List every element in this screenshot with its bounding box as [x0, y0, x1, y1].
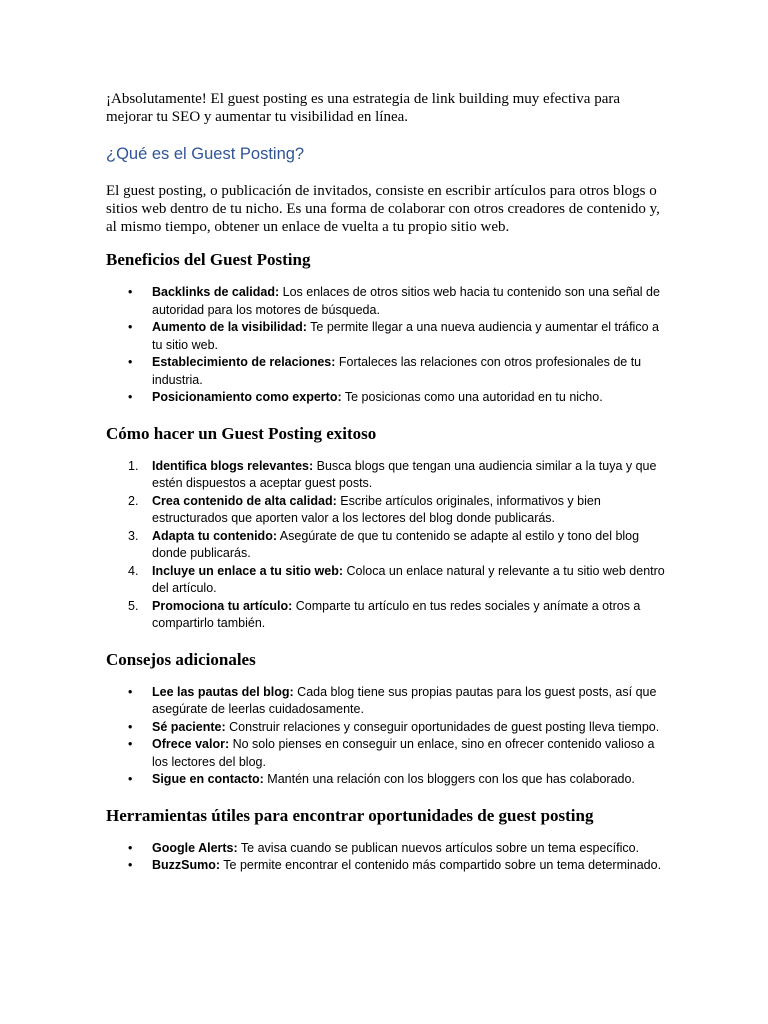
list-item — [106, 857, 666, 875]
list-item — [106, 458, 666, 493]
document-body — [106, 90, 666, 875]
item-text: Te avisa cuando se publican nuevos artículos sobre un tema específico. — [237, 840, 640, 855]
steps-list — [106, 458, 666, 633]
item-text: Mantén una relación con los bloggers con los que has colaborado. — [263, 772, 635, 786]
number-marker: 4. — [128, 563, 139, 578]
item-term: Identifica blogs relevantes: — [152, 458, 314, 473]
list-item — [106, 736, 666, 771]
benefits-list — [106, 284, 666, 407]
item-text: Fortaleces las relaciones con otros profesionales de tu industria. — [152, 355, 642, 387]
list-item — [106, 528, 666, 563]
item-text: Cada blog tiene sus propias pautas para los guest posts, así que asegúrate de leerlas cuidadosamente. — [152, 684, 657, 716]
list-item — [106, 598, 666, 633]
item-text: No solo pienses en conseguir un enlace, sino en ofrecer contenido valioso a los lectores del blog. — [152, 737, 655, 769]
list-item — [106, 319, 666, 354]
list-item — [106, 719, 666, 737]
bullet-marker: • — [128, 772, 133, 786]
intro-paragraph: ¡Absolutamente! El guest posting es una estrategia de link building muy efectiva para mejorar tu SEO y aumentar tu visibilidad en línea. — [106, 91, 621, 125]
item-text: Comparte tu artículo en tus redes sociales y anímate a otros a compartirlo también. — [152, 598, 641, 630]
list-item — [106, 389, 666, 407]
item-text: Asegúrate de que tu contenido se adapte al estilo y tono del blog donde publicarás. — [152, 528, 640, 560]
number-marker: 2. — [128, 493, 139, 508]
bullet-marker: • — [128, 285, 133, 299]
bullet-marker: • — [128, 737, 133, 751]
item-term: BuzzSumo: — [152, 858, 221, 872]
item-text: Busca blogs que tengan una audiencia similar a la tuya y que estén dispuestos a aceptar guest posts. — [152, 458, 657, 490]
list-item — [106, 563, 666, 598]
item-text: Te permite llegar a una nueva audiencia y aumentar el tráfico a tu sitio web. — [152, 320, 659, 352]
item-term: Incluye un enlace a tu sitio web: — [152, 563, 344, 578]
item-text: Coloca un enlace natural y relevante a tu sitio web dentro del artículo. — [152, 563, 665, 595]
item-term: Sigue en contacto: — [152, 772, 264, 786]
bullet-marker: • — [128, 355, 133, 369]
list-item — [106, 771, 666, 789]
item-term: Backlinks de calidad: — [152, 285, 280, 299]
item-term: Ofrece valor: — [152, 737, 230, 751]
bullet-marker: • — [128, 684, 133, 699]
item-term: Adapta tu contenido: — [152, 528, 277, 543]
tips-list — [106, 684, 666, 789]
item-text: Te permite encontrar el contenido más compartido sobre un tema determinado. — [220, 858, 662, 872]
definition-paragraph: El guest posting, o publicación de invitados, consiste en escribir artículos para otros blogs o sitios web dentro de tu nicho. Es una forma de colaborar con otros creadores de contenido y, al mismo tiempo, obtener un enlace de vuelta a tu propio sitio web. — [106, 183, 660, 235]
item-term: Crea contenido de alta calidad: — [152, 493, 337, 508]
item-term: Posicionamiento como experto: — [152, 390, 342, 404]
item-term: Establecimiento de relaciones: — [152, 355, 336, 369]
item-term: Sé paciente: — [152, 719, 226, 734]
list-item — [106, 354, 666, 389]
number-marker: 3. — [128, 528, 139, 543]
item-term: Lee las pautas del blog: — [152, 684, 294, 699]
item-term: Aumento de la visibilidad: — [152, 320, 307, 334]
section-heading-tips: Consejos adicionales — [106, 649, 256, 669]
list-item — [106, 284, 666, 319]
item-text: Te posicionas como una autoridad en tu nicho. — [341, 390, 603, 404]
item-text: Escribe artículos originales, informativos y bien estructurados que aporten valor a los lectores del blog donde publicarás. — [152, 493, 601, 525]
list-item — [106, 840, 666, 858]
section-heading-benefits: Beneficios del Guest Posting — [106, 250, 311, 269]
section-heading-what-is: ¿Qué es el Guest Posting? — [106, 145, 305, 163]
section-heading-how-to: Cómo hacer un Guest Posting exitoso — [106, 423, 377, 443]
item-term: Promociona tu artículo: — [152, 598, 293, 613]
tools-list — [106, 840, 666, 875]
number-marker: 1. — [128, 458, 139, 473]
bullet-marker: • — [128, 858, 133, 872]
section-heading-tools: Herramientas útiles para encontrar oportunidades de guest posting — [106, 805, 594, 825]
item-text: Construir relaciones y conseguir oportunidades de guest posting lleva tiempo. — [225, 719, 660, 734]
list-item — [106, 493, 666, 528]
number-marker: 5. — [128, 598, 139, 613]
bullet-marker: • — [128, 719, 133, 734]
item-term: Google Alerts: — [152, 840, 238, 855]
bullet-marker: • — [128, 390, 133, 404]
list-item — [106, 684, 666, 719]
bullet-marker: • — [128, 320, 133, 334]
item-text: Los enlaces de otros sitios web hacia tu contenido son una señal de autoridad para los motores de búsqueda. — [152, 285, 660, 317]
bullet-marker: • — [128, 840, 133, 855]
